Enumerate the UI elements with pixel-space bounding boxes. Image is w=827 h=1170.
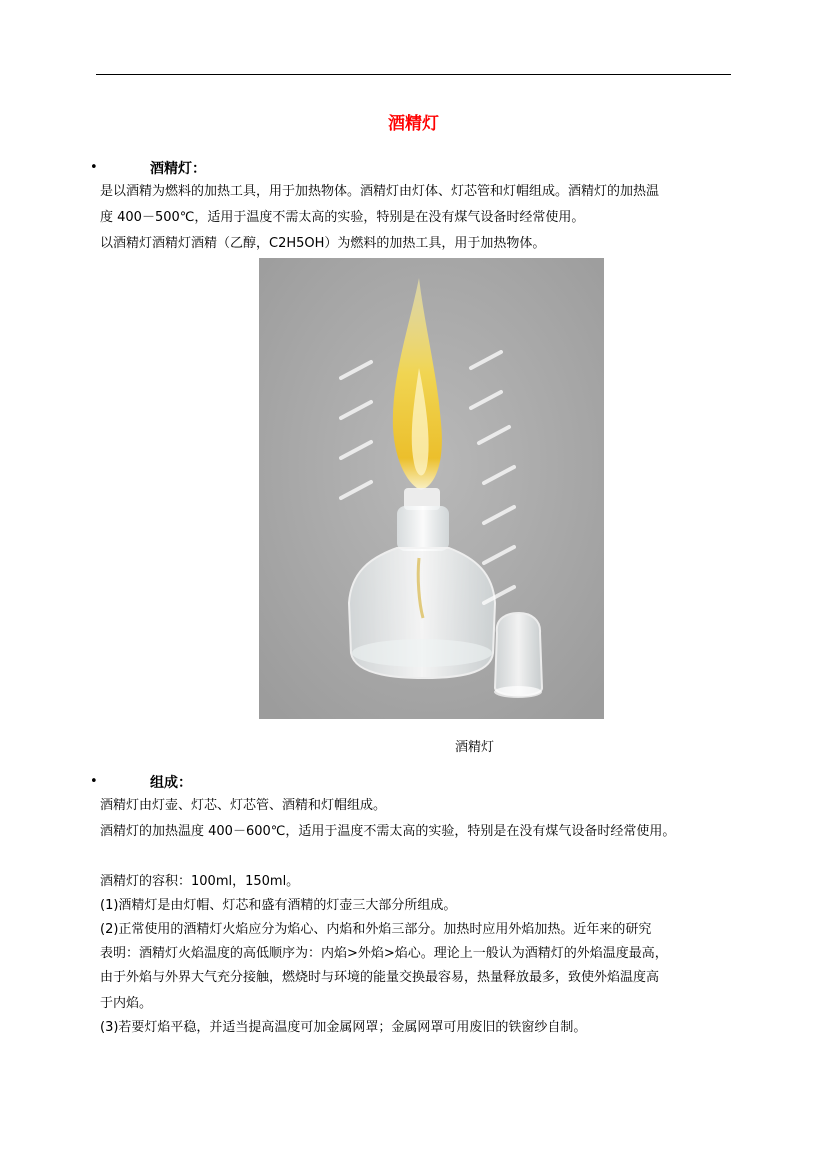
figure-caption: 酒精灯 <box>455 740 495 755</box>
paragraph-line: 酒精灯的容积：100ml，150ml。 <box>100 874 300 889</box>
paragraph-line: 于内焰。 <box>100 996 153 1011</box>
paragraph-line: 是以酒精为燃料的加热工具，用于加热物体。酒精灯由灯体、灯芯管和灯帽组成。酒精灯的加热温 <box>100 184 660 199</box>
paragraph-line: 表明：酒精灯火焰温度的高低顺序为：内焰>外焰>焰心。理论上一般认为酒精灯的外焰温度最高， <box>100 946 668 961</box>
paragraph-line: 由于外焰与外界大气充分接触，燃烧时与环境的能量交换最容易，热量释放最多，致使外焰温度高 <box>100 970 660 985</box>
paragraph-line: (2)正常使用的酒精灯火焰应分为焰心、内焰和外焰三部分。加热时应用外焰加热。近年来的研究 <box>100 922 652 937</box>
page-title: 酒精灯 <box>388 114 439 134</box>
paragraph-line: 酒精灯的加热温度 400－600℃，适用于温度不需太高的实验，特别是在没有煤气设备时经常使用。 <box>100 824 676 839</box>
paragraph-line: 酒精灯由灯壶、灯芯、灯芯管、酒精和灯帽组成。 <box>100 798 387 813</box>
paragraph-line: 度 400－500℃，适用于温度不需太高的实验，特别是在没有煤气设备时经常使用。 <box>100 210 585 225</box>
section-heading-composition: 组成： <box>150 775 192 791</box>
paragraph-line: 以酒精灯酒精灯酒精（乙醇，C2H5OH）为燃料的加热工具，用于加热物体。 <box>100 236 546 251</box>
paragraph-line: (1)酒精灯是由灯帽、灯芯和盛有酒精的灯壶三大部分所组成。 <box>100 898 457 913</box>
alcohol-lamp-photo <box>259 258 604 719</box>
paragraph-line: (3)若要灯焰平稳，并适当提高温度可加金属网罩；金属网罩可用废旧的铁窗纱自制。 <box>100 1020 587 1035</box>
bullet: • <box>90 774 98 789</box>
bullet: • <box>90 160 98 175</box>
alcohol-lamp-illustration <box>259 258 604 719</box>
section-heading-lamp: 酒精灯： <box>150 161 206 177</box>
header-rule <box>96 74 731 75</box>
